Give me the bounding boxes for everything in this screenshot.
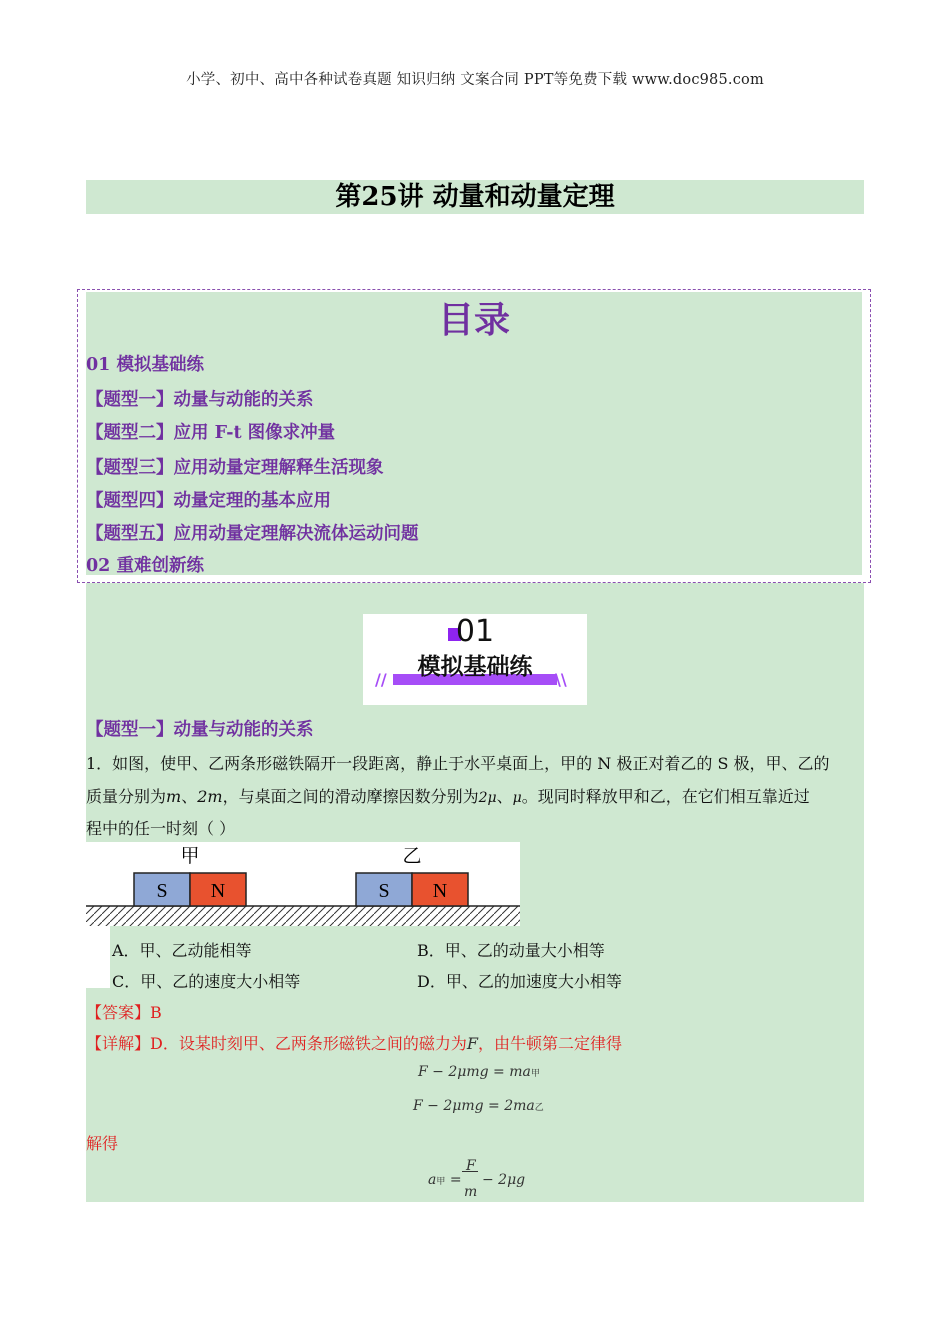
detail-line: 【详解】D．设某时刻甲、乙两条形磁铁之间的磁力为F，由牛顿第二定律得: [86, 1034, 622, 1053]
page-header: 小学、初中、高中各种试卷真题 知识归纳 文案合同 PPT等免费下载 www.doc985.com: [186, 72, 764, 88]
answer-label: 【答案】: [86, 1003, 151, 1022]
magnet-jia-label: 甲: [180, 845, 200, 867]
badge-label: 模拟基础练: [417, 654, 533, 680]
option-a[interactable]: A．甲、乙动能相等: [112, 941, 252, 960]
table-surface: [86, 906, 520, 926]
toc-title: 目录: [437, 299, 510, 341]
badge-slash-right-icon: \\: [555, 670, 567, 689]
toc-item-type1[interactable]: 【题型一】动量与动能的关系: [86, 390, 314, 410]
mu-1: μ: [512, 790, 522, 806]
mass-2m: 2m: [197, 787, 223, 806]
magnets-figure: [86, 842, 520, 926]
solve-label: 解得: [86, 1134, 119, 1153]
toc-item-type5[interactable]: 【题型五】应用动量定理解决流体运动问题: [86, 524, 419, 544]
mu-2: 2μ: [478, 790, 497, 806]
question-line-1: 1．如图，使甲、乙两条形磁铁隔开一段距离，静止于水平桌面上，甲的 N 极正对着乙的 S 极，甲、乙的: [86, 754, 830, 773]
toc-item-02[interactable]: 02 重难创新练: [86, 556, 204, 576]
fraction-bar: [462, 1171, 478, 1172]
section-heading: 【题型一】动量与动能的关系: [86, 720, 314, 740]
detail-label: 【详解】: [86, 1034, 151, 1053]
equation-3: a甲 = F m − 2μg: [428, 1158, 526, 1200]
force-f: F: [466, 1034, 478, 1053]
answer-value: B: [150, 1003, 162, 1022]
option-b[interactable]: B．甲、乙的动量大小相等: [417, 941, 605, 960]
section-badge: [363, 614, 587, 705]
toc-item-type3[interactable]: 【题型三】应用动量定理解释生活现象: [86, 458, 384, 478]
toc-item-type2[interactable]: 【题型二】应用 F-t 图像求冲量: [86, 423, 336, 443]
magnet-jia-s-label: S: [156, 880, 168, 902]
equation-2: F − 2μmg = 2ma乙: [413, 1098, 544, 1114]
option-d[interactable]: D．甲、乙的加速度大小相等: [417, 972, 622, 991]
badge-number: 01: [455, 614, 495, 649]
magnet-yi-label: 乙: [402, 845, 422, 867]
badge-slash-left-icon: //: [375, 670, 387, 689]
magnet-yi-s-label: S: [378, 880, 390, 902]
question-line-3: 程中的任一时刻（ ）: [86, 819, 236, 838]
magnet-jia-n-label: N: [210, 880, 226, 902]
magnet-yi-n-label: N: [432, 880, 448, 902]
toc-item-01[interactable]: 01 模拟基础练: [86, 355, 204, 375]
option-c[interactable]: C．甲、乙的速度大小相等: [112, 972, 301, 991]
answer-line: [86, 1000, 162, 1023]
magnets-svg: [86, 842, 520, 926]
lesson-title: 第25讲 动量和动量定理: [86, 180, 864, 214]
equation-1: F − 2μmg = ma甲: [418, 1064, 540, 1080]
mass-m: m: [166, 787, 182, 806]
figure-margin: [86, 926, 110, 988]
toc-item-type4[interactable]: 【题型四】动量定理的基本应用: [86, 491, 331, 511]
question-line-2: 质量分别为m、2m，与桌面之间的滑动摩擦因数分别为2μ、μ。现同时释放甲和乙，在它们相互靠近过: [86, 787, 810, 806]
